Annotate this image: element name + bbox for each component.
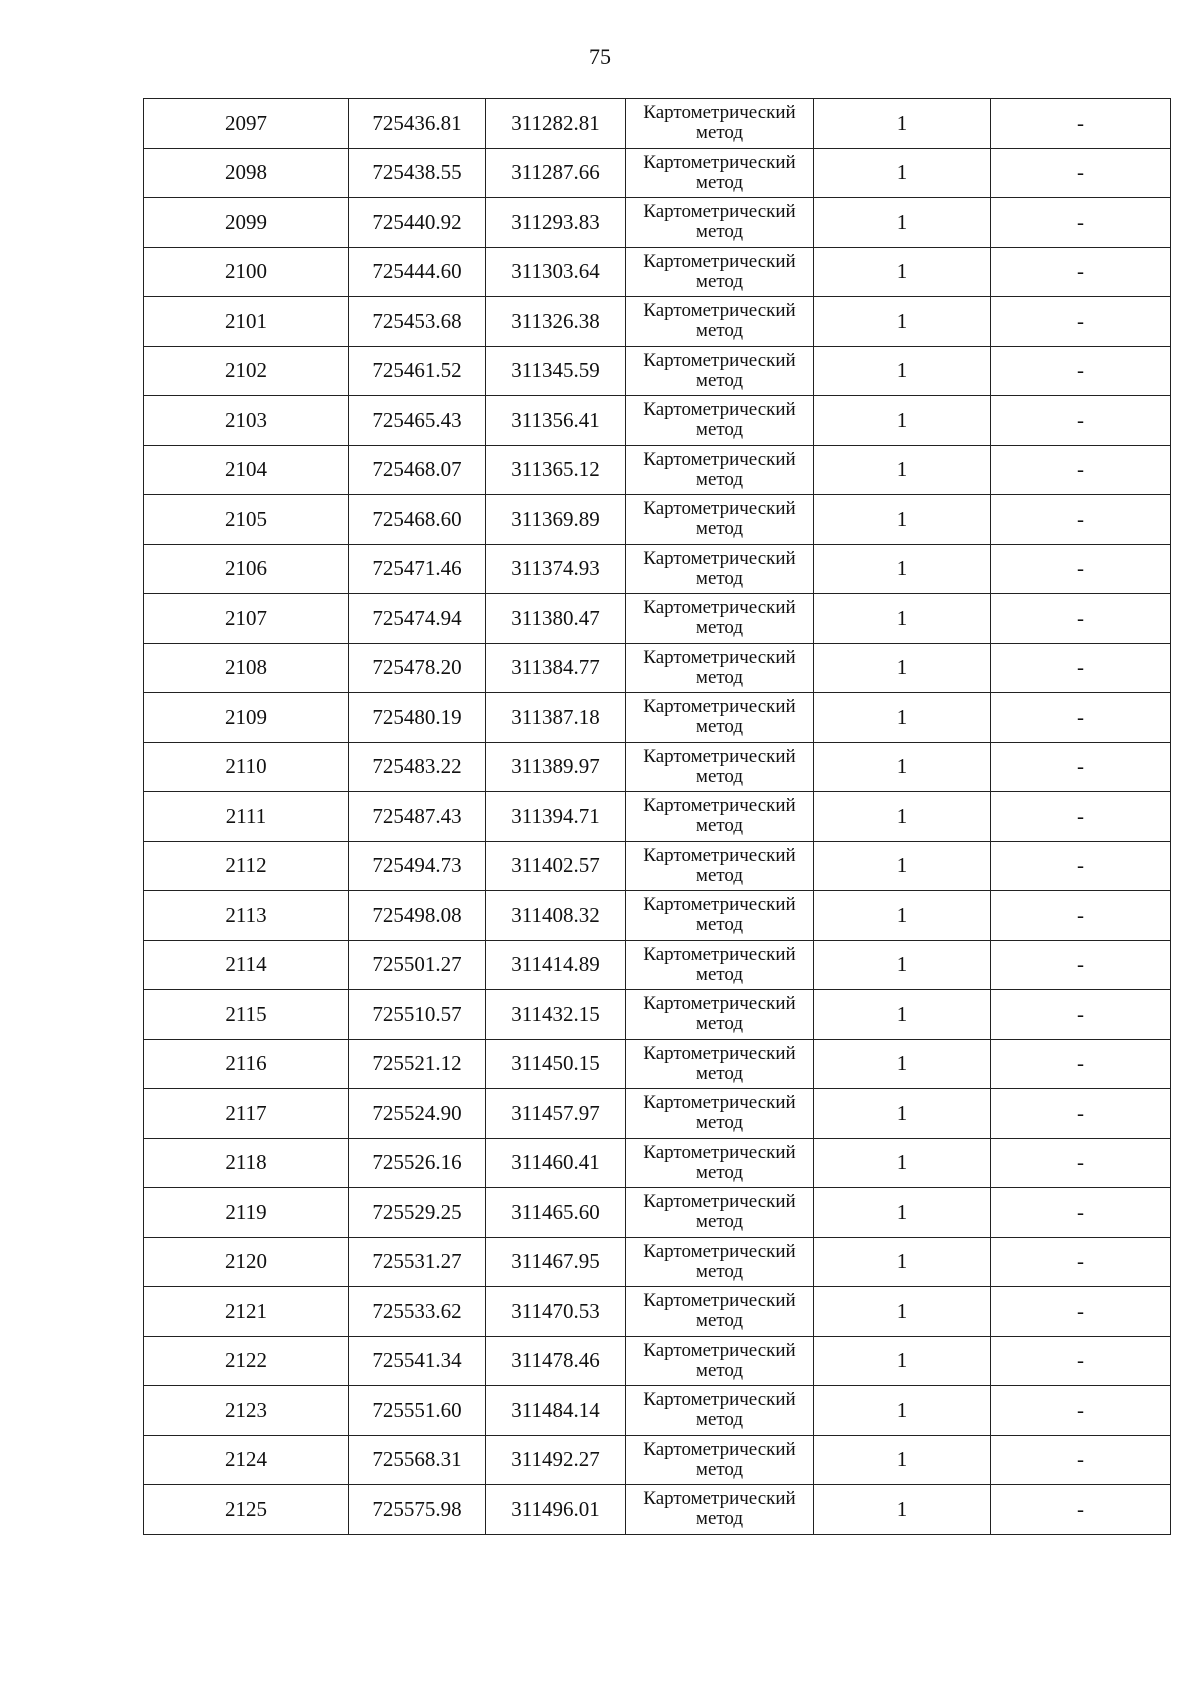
x-coordinate-cell: 725471.46 xyxy=(349,544,486,594)
accuracy-cell: 1 xyxy=(814,792,991,842)
method-cell xyxy=(626,693,814,743)
accuracy-cell: 1 xyxy=(814,247,991,297)
table-row xyxy=(144,594,1171,644)
point-number-cell: 2125 xyxy=(144,1485,349,1535)
accuracy-cell: 1 xyxy=(814,148,991,198)
method-cell xyxy=(626,198,814,248)
method-text-line2: метод xyxy=(695,815,744,837)
accuracy-cell: 1 xyxy=(814,198,991,248)
method-text-line2: метод xyxy=(695,1260,744,1282)
method-text-line2: метод xyxy=(695,1161,744,1183)
accuracy-cell: 1 xyxy=(814,940,991,990)
table-row xyxy=(144,792,1171,842)
table-row xyxy=(144,495,1171,545)
method-cell xyxy=(626,792,814,842)
accuracy-cell: 1 xyxy=(814,990,991,1040)
method-text-line2: метод xyxy=(695,914,744,936)
y-coordinate-cell: 311394.71 xyxy=(486,792,626,842)
table-row xyxy=(144,346,1171,396)
note-cell: - xyxy=(991,247,1171,297)
method-text-line1: Картометрический xyxy=(643,795,796,817)
method-cell xyxy=(626,1039,814,1089)
method-cell xyxy=(626,1386,814,1436)
method-text-line1: Картометрический xyxy=(643,894,796,916)
method-text-line1: Картометрический xyxy=(643,1488,796,1510)
point-number-cell: 2123 xyxy=(144,1386,349,1436)
note-cell: - xyxy=(991,1089,1171,1139)
table-row xyxy=(144,990,1171,1040)
point-number-cell: 2119 xyxy=(144,1188,349,1238)
method-cell xyxy=(626,742,814,792)
accuracy-cell: 1 xyxy=(814,1237,991,1287)
x-coordinate-cell: 725474.94 xyxy=(349,594,486,644)
note-cell: - xyxy=(991,1287,1171,1337)
note-cell: - xyxy=(991,742,1171,792)
note-cell: - xyxy=(991,1386,1171,1436)
method-text-line1: Картометрический xyxy=(643,1092,796,1114)
y-coordinate-cell: 311492.27 xyxy=(486,1435,626,1485)
method-text-line2: метод xyxy=(695,666,744,688)
accuracy-cell: 1 xyxy=(814,346,991,396)
method-text-line2: метод xyxy=(695,567,744,589)
x-coordinate-cell: 725444.60 xyxy=(349,247,486,297)
table-row xyxy=(144,643,1171,693)
x-coordinate-cell: 725529.25 xyxy=(349,1188,486,1238)
x-coordinate-cell: 725465.43 xyxy=(349,396,486,446)
x-coordinate-cell: 725531.27 xyxy=(349,1237,486,1287)
note-cell: - xyxy=(991,396,1171,446)
x-coordinate-cell: 725453.68 xyxy=(349,297,486,347)
method-text-line2: метод xyxy=(695,1211,744,1233)
point-number-cell: 2100 xyxy=(144,247,349,297)
x-coordinate-cell: 725521.12 xyxy=(349,1039,486,1089)
accuracy-cell: 1 xyxy=(814,1435,991,1485)
y-coordinate-cell: 311470.53 xyxy=(486,1287,626,1337)
y-coordinate-cell: 311467.95 xyxy=(486,1237,626,1287)
table-row xyxy=(144,148,1171,198)
point-number-cell: 2103 xyxy=(144,396,349,446)
method-text-line2: метод xyxy=(695,963,744,985)
table-row xyxy=(144,693,1171,743)
method-cell xyxy=(626,1435,814,1485)
x-coordinate-cell: 725487.43 xyxy=(349,792,486,842)
method-text-line2: метод xyxy=(695,1458,744,1480)
coordinates-table-body xyxy=(144,99,1171,1535)
y-coordinate-cell: 311345.59 xyxy=(486,346,626,396)
table-row xyxy=(144,940,1171,990)
note-cell: - xyxy=(991,544,1171,594)
method-cell xyxy=(626,346,814,396)
point-number-cell: 2106 xyxy=(144,544,349,594)
method-cell xyxy=(626,1188,814,1238)
page-number: 75 xyxy=(589,44,611,69)
note-cell: - xyxy=(991,693,1171,743)
table-row xyxy=(144,841,1171,891)
method-text-line2: метод xyxy=(695,1359,744,1381)
note-cell: - xyxy=(991,495,1171,545)
method-text-line2: метод xyxy=(695,765,744,787)
method-text-line1: Картометрический xyxy=(643,151,796,173)
accuracy-cell: 1 xyxy=(814,693,991,743)
accuracy-cell: 1 xyxy=(814,1039,991,1089)
point-number-cell: 2099 xyxy=(144,198,349,248)
method-cell xyxy=(626,1485,814,1535)
table-row xyxy=(144,1138,1171,1188)
method-text-line2: метод xyxy=(695,864,744,886)
x-coordinate-cell: 725526.16 xyxy=(349,1138,486,1188)
point-number-cell: 2118 xyxy=(144,1138,349,1188)
x-coordinate-cell: 725478.20 xyxy=(349,643,486,693)
accuracy-cell: 1 xyxy=(814,1287,991,1337)
note-cell: - xyxy=(991,1435,1171,1485)
x-coordinate-cell: 725533.62 xyxy=(349,1287,486,1337)
x-coordinate-cell: 725480.19 xyxy=(349,693,486,743)
method-cell xyxy=(626,841,814,891)
accuracy-cell: 1 xyxy=(814,1336,991,1386)
method-text-line2: метод xyxy=(695,122,744,144)
table-row xyxy=(144,544,1171,594)
y-coordinate-cell: 311369.89 xyxy=(486,495,626,545)
x-coordinate-cell: 725501.27 xyxy=(349,940,486,990)
x-coordinate-cell: 725498.08 xyxy=(349,891,486,941)
method-text-line2: метод xyxy=(695,1310,744,1332)
method-cell xyxy=(626,445,814,495)
table-row xyxy=(144,891,1171,941)
table-row xyxy=(144,99,1171,149)
table-row xyxy=(144,1386,1171,1436)
method-text-line2: метод xyxy=(695,1508,744,1530)
method-text-line2: метод xyxy=(695,1062,744,1084)
y-coordinate-cell: 311293.83 xyxy=(486,198,626,248)
point-number-cell: 2107 xyxy=(144,594,349,644)
accuracy-cell: 1 xyxy=(814,643,991,693)
method-text-line1: Картометрический xyxy=(643,349,796,371)
accuracy-cell: 1 xyxy=(814,297,991,347)
y-coordinate-cell: 311457.97 xyxy=(486,1089,626,1139)
accuracy-cell: 1 xyxy=(814,1138,991,1188)
method-text-line1: Картометрический xyxy=(643,844,796,866)
note-cell: - xyxy=(991,643,1171,693)
note-cell: - xyxy=(991,940,1171,990)
point-number-cell: 2112 xyxy=(144,841,349,891)
x-coordinate-cell: 725575.98 xyxy=(349,1485,486,1535)
accuracy-cell: 1 xyxy=(814,99,991,149)
y-coordinate-cell: 311374.93 xyxy=(486,544,626,594)
accuracy-cell: 1 xyxy=(814,1188,991,1238)
y-coordinate-cell: 311484.14 xyxy=(486,1386,626,1436)
accuracy-cell: 1 xyxy=(814,396,991,446)
x-coordinate-cell: 725568.31 xyxy=(349,1435,486,1485)
method-text-line1: Картометрический xyxy=(643,399,796,421)
method-text-line1: Картометрический xyxy=(643,1141,796,1163)
method-text-line2: метод xyxy=(695,617,744,639)
note-cell: - xyxy=(991,297,1171,347)
accuracy-cell: 1 xyxy=(814,841,991,891)
method-text-line1: Картометрический xyxy=(643,696,796,718)
table-row xyxy=(144,1485,1171,1535)
method-text-line2: метод xyxy=(695,270,744,292)
y-coordinate-cell: 311478.46 xyxy=(486,1336,626,1386)
point-number-cell: 2115 xyxy=(144,990,349,1040)
method-text-line1: Картометрический xyxy=(643,102,796,124)
y-coordinate-cell: 311402.57 xyxy=(486,841,626,891)
table-row xyxy=(144,1237,1171,1287)
method-cell xyxy=(626,1336,814,1386)
point-number-cell: 2102 xyxy=(144,346,349,396)
accuracy-cell: 1 xyxy=(814,544,991,594)
method-cell xyxy=(626,544,814,594)
point-number-cell: 2098 xyxy=(144,148,349,198)
table-row xyxy=(144,1188,1171,1238)
method-text-line1: Картометрический xyxy=(643,943,796,965)
method-text-line2: метод xyxy=(695,1112,744,1134)
method-cell xyxy=(626,1089,814,1139)
table-row xyxy=(144,445,1171,495)
note-cell: - xyxy=(991,990,1171,1040)
point-number-cell: 2108 xyxy=(144,643,349,693)
note-cell: - xyxy=(991,198,1171,248)
x-coordinate-cell: 725438.55 xyxy=(349,148,486,198)
point-number-cell: 2121 xyxy=(144,1287,349,1337)
x-coordinate-cell: 725468.60 xyxy=(349,495,486,545)
method-text-line2: метод xyxy=(695,518,744,540)
y-coordinate-cell: 311432.15 xyxy=(486,990,626,1040)
note-cell: - xyxy=(991,1138,1171,1188)
point-number-cell: 2116 xyxy=(144,1039,349,1089)
point-number-cell: 2117 xyxy=(144,1089,349,1139)
y-coordinate-cell: 311303.64 xyxy=(486,247,626,297)
method-text-line1: Картометрический xyxy=(643,1240,796,1262)
method-text-line2: метод xyxy=(695,320,744,342)
method-cell xyxy=(626,643,814,693)
y-coordinate-cell: 311460.41 xyxy=(486,1138,626,1188)
method-cell xyxy=(626,1237,814,1287)
method-text-line2: метод xyxy=(695,1013,744,1035)
note-cell: - xyxy=(991,445,1171,495)
y-coordinate-cell: 311365.12 xyxy=(486,445,626,495)
method-cell xyxy=(626,990,814,1040)
y-coordinate-cell: 311387.18 xyxy=(486,693,626,743)
x-coordinate-cell: 725494.73 xyxy=(349,841,486,891)
y-coordinate-cell: 311496.01 xyxy=(486,1485,626,1535)
x-coordinate-cell: 725510.57 xyxy=(349,990,486,1040)
method-text-line2: метод xyxy=(695,716,744,738)
method-text-line1: Картометрический xyxy=(643,745,796,767)
method-cell xyxy=(626,396,814,446)
note-cell: - xyxy=(991,792,1171,842)
table-row xyxy=(144,1435,1171,1485)
table-row xyxy=(144,1287,1171,1337)
point-number-cell: 2110 xyxy=(144,742,349,792)
note-cell: - xyxy=(991,1188,1171,1238)
note-cell: - xyxy=(991,148,1171,198)
point-number-cell: 2122 xyxy=(144,1336,349,1386)
y-coordinate-cell: 311326.38 xyxy=(486,297,626,347)
table-row xyxy=(144,1336,1171,1386)
x-coordinate-cell: 725461.52 xyxy=(349,346,486,396)
note-cell: - xyxy=(991,1237,1171,1287)
table-row xyxy=(144,247,1171,297)
method-cell xyxy=(626,891,814,941)
point-number-cell: 2104 xyxy=(144,445,349,495)
y-coordinate-cell: 311287.66 xyxy=(486,148,626,198)
x-coordinate-cell: 725541.34 xyxy=(349,1336,486,1386)
accuracy-cell: 1 xyxy=(814,445,991,495)
method-cell xyxy=(626,148,814,198)
method-cell xyxy=(626,297,814,347)
point-number-cell: 2101 xyxy=(144,297,349,347)
x-coordinate-cell: 725468.07 xyxy=(349,445,486,495)
note-cell: - xyxy=(991,346,1171,396)
table-row xyxy=(144,1089,1171,1139)
method-cell xyxy=(626,594,814,644)
x-coordinate-cell: 725440.92 xyxy=(349,198,486,248)
point-number-cell: 2120 xyxy=(144,1237,349,1287)
method-text-line1: Картометрический xyxy=(643,1389,796,1411)
method-text-line2: метод xyxy=(695,1409,744,1431)
method-text-line2: метод xyxy=(695,468,744,490)
accuracy-cell: 1 xyxy=(814,1386,991,1436)
coordinates-table xyxy=(143,98,1171,1535)
accuracy-cell: 1 xyxy=(814,1485,991,1535)
method-text-line1: Картометрический xyxy=(643,1438,796,1460)
method-text-line1: Картометрический xyxy=(643,1290,796,1312)
y-coordinate-cell: 311282.81 xyxy=(486,99,626,149)
y-coordinate-cell: 311408.32 xyxy=(486,891,626,941)
method-text-line1: Картометрический xyxy=(643,498,796,520)
method-text-line1: Картометрический xyxy=(643,1339,796,1361)
accuracy-cell: 1 xyxy=(814,742,991,792)
point-number-cell: 2097 xyxy=(144,99,349,149)
y-coordinate-cell: 311384.77 xyxy=(486,643,626,693)
method-text-line2: метод xyxy=(695,221,744,243)
y-coordinate-cell: 311389.97 xyxy=(486,742,626,792)
note-cell: - xyxy=(991,594,1171,644)
y-coordinate-cell: 311414.89 xyxy=(486,940,626,990)
note-cell: - xyxy=(991,1336,1171,1386)
note-cell: - xyxy=(991,891,1171,941)
method-text-line2: метод xyxy=(695,171,744,193)
x-coordinate-cell: 725483.22 xyxy=(349,742,486,792)
accuracy-cell: 1 xyxy=(814,495,991,545)
method-text-line1: Картометрический xyxy=(643,993,796,1015)
method-text-line1: Картометрический xyxy=(643,201,796,223)
method-text-line1: Картометрический xyxy=(643,300,796,322)
table-row xyxy=(144,1039,1171,1089)
method-text-line2: метод xyxy=(695,369,744,391)
point-number-cell: 2114 xyxy=(144,940,349,990)
table-row xyxy=(144,198,1171,248)
method-text-line1: Картометрический xyxy=(643,448,796,470)
accuracy-cell: 1 xyxy=(814,891,991,941)
y-coordinate-cell: 311380.47 xyxy=(486,594,626,644)
method-cell xyxy=(626,495,814,545)
method-cell xyxy=(626,1138,814,1188)
method-text-line1: Картометрический xyxy=(643,597,796,619)
y-coordinate-cell: 311356.41 xyxy=(486,396,626,446)
table-row xyxy=(144,396,1171,446)
x-coordinate-cell: 725436.81 xyxy=(349,99,486,149)
note-cell: - xyxy=(991,841,1171,891)
method-cell xyxy=(626,247,814,297)
accuracy-cell: 1 xyxy=(814,1089,991,1139)
accuracy-cell: 1 xyxy=(814,594,991,644)
method-text-line1: Картометрический xyxy=(643,646,796,668)
y-coordinate-cell: 311465.60 xyxy=(486,1188,626,1238)
method-text-line1: Картометрический xyxy=(643,547,796,569)
x-coordinate-cell: 725551.60 xyxy=(349,1386,486,1436)
method-text-line1: Картометрический xyxy=(643,1191,796,1213)
method-cell xyxy=(626,940,814,990)
point-number-cell: 2124 xyxy=(144,1435,349,1485)
method-text-line1: Картометрический xyxy=(643,1042,796,1064)
y-coordinate-cell: 311450.15 xyxy=(486,1039,626,1089)
x-coordinate-cell: 725524.90 xyxy=(349,1089,486,1139)
point-number-cell: 2113 xyxy=(144,891,349,941)
method-text-line1: Картометрический xyxy=(643,250,796,272)
method-cell xyxy=(626,99,814,149)
table-row xyxy=(144,297,1171,347)
note-cell: - xyxy=(991,1039,1171,1089)
point-number-cell: 2111 xyxy=(144,792,349,842)
point-number-cell: 2105 xyxy=(144,495,349,545)
method-cell xyxy=(626,1287,814,1337)
table-row xyxy=(144,742,1171,792)
point-number-cell: 2109 xyxy=(144,693,349,743)
note-cell: - xyxy=(991,99,1171,149)
note-cell: - xyxy=(991,1485,1171,1535)
method-text-line2: метод xyxy=(695,419,744,441)
